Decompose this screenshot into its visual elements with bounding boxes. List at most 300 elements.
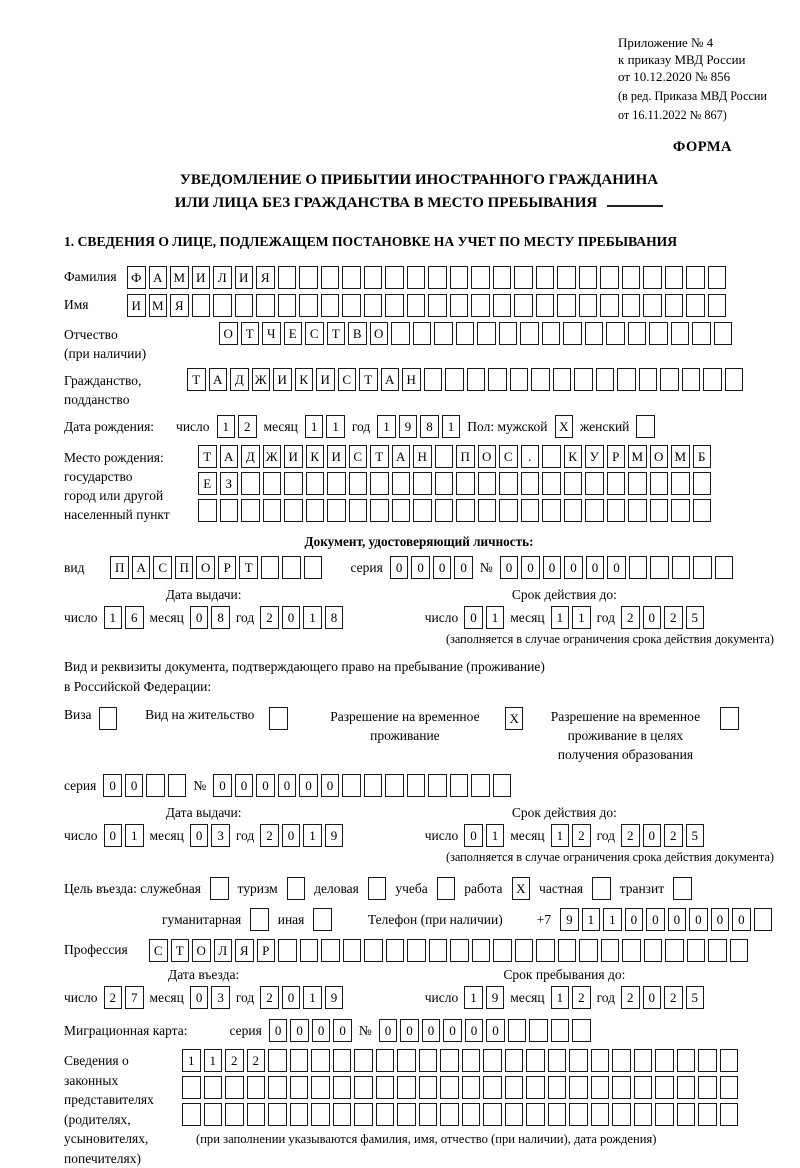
char-cell[interactable] [671,472,690,495]
char-cell[interactable]: 2 [225,1049,244,1072]
char-cell[interactable] [655,1103,674,1126]
char-cell[interactable] [385,266,404,289]
char-cell[interactable] [304,556,323,579]
char-cell[interactable] [477,322,496,345]
char-cell[interactable] [321,266,340,289]
char-cell[interactable]: 1 [104,606,123,629]
char-cell[interactable]: 7 [125,986,144,1009]
char-cell[interactable] [569,1049,588,1072]
char-cell[interactable]: 2 [238,415,257,438]
char-cell[interactable] [407,939,426,962]
char-cell[interactable]: А [392,445,411,468]
char-cell[interactable] [665,294,684,317]
char-cell[interactable]: Т [327,322,346,345]
char-cell[interactable]: Ж [252,368,271,391]
char-cell[interactable] [284,472,303,495]
char-cell[interactable] [483,1076,502,1099]
char-cell[interactable] [397,1049,416,1072]
char-cell[interactable] [639,368,658,391]
char-cell[interactable] [397,1103,416,1126]
char-cell[interactable]: Я [170,294,189,317]
char-cell[interactable] [391,322,410,345]
char-cell[interactable] [493,774,512,797]
char-cell[interactable] [542,322,561,345]
char-cell[interactable]: 5 [686,986,705,1009]
char-cell[interactable]: П [456,445,475,468]
char-cell[interactable] [628,499,647,522]
char-cell[interactable] [385,294,404,317]
char-cell[interactable] [677,1049,696,1072]
char-cell[interactable]: 1 [377,415,396,438]
char-cell[interactable] [521,472,540,495]
char-cell[interactable]: И [235,266,254,289]
char-cell[interactable] [278,294,297,317]
char-cell[interactable]: О [650,445,669,468]
char-cell[interactable] [720,1103,739,1126]
char-cell[interactable] [213,294,232,317]
char-cell[interactable]: 0 [390,556,409,579]
char-cell[interactable] [445,368,464,391]
char-cell[interactable] [376,1076,395,1099]
char-cell[interactable]: 1 [182,1049,201,1072]
sex-female-checkbox[interactable] [636,415,655,438]
char-cell[interactable] [450,939,469,962]
char-cell[interactable]: 0 [543,556,562,579]
char-cell[interactable] [419,1103,438,1126]
char-cell[interactable] [600,294,619,317]
char-cell[interactable] [225,1103,244,1126]
char-cell[interactable]: Т [241,322,260,345]
char-cell[interactable] [526,1103,545,1126]
char-cell[interactable]: С [349,445,368,468]
purpose-humanitarian-checkbox[interactable] [250,908,269,931]
char-cell[interactable] [564,472,583,495]
char-cell[interactable] [299,266,318,289]
char-cell[interactable]: Т [359,368,378,391]
char-cell[interactable] [434,322,453,345]
char-cell[interactable] [440,1076,459,1099]
char-cell[interactable]: Я [235,939,254,962]
char-cell[interactable]: И [316,368,335,391]
char-cell[interactable] [392,499,411,522]
char-cell[interactable] [730,939,749,962]
char-cell[interactable]: З [220,472,239,495]
purpose-study-checkbox[interactable] [437,877,456,900]
char-cell[interactable] [413,322,432,345]
char-cell[interactable]: А [149,266,168,289]
char-cell[interactable] [311,1076,330,1099]
char-cell[interactable] [471,774,490,797]
char-cell[interactable] [488,368,507,391]
char-cell[interactable] [419,1049,438,1072]
char-cell[interactable] [456,499,475,522]
char-cell[interactable]: 1 [551,606,570,629]
char-cell[interactable]: К [306,445,325,468]
char-cell[interactable]: 0 [464,824,483,847]
char-cell[interactable] [715,556,734,579]
char-cell[interactable]: С [338,368,357,391]
char-cell[interactable] [499,499,518,522]
char-cell[interactable] [386,939,405,962]
char-cell[interactable]: 2 [260,824,279,847]
char-cell[interactable]: 2 [572,986,591,1009]
char-cell[interactable] [607,472,626,495]
char-cell[interactable]: Б [693,445,712,468]
char-cell[interactable] [660,368,679,391]
char-cell[interactable]: 2 [572,824,591,847]
char-cell[interactable]: 0 [278,774,297,797]
char-cell[interactable] [693,556,712,579]
char-cell[interactable]: Д [230,368,249,391]
char-cell[interactable] [585,472,604,495]
char-cell[interactable]: 0 [125,774,144,797]
char-cell[interactable] [514,294,533,317]
char-cell[interactable]: 0 [607,556,626,579]
char-cell[interactable] [306,499,325,522]
char-cell[interactable] [720,1076,739,1099]
char-cell[interactable] [462,1103,481,1126]
char-cell[interactable]: О [196,556,215,579]
char-cell[interactable] [677,1103,696,1126]
char-cell[interactable] [333,1103,352,1126]
purpose-other-checkbox[interactable] [313,908,332,931]
char-cell[interactable] [536,294,555,317]
char-cell[interactable]: В [348,322,367,345]
char-cell[interactable] [472,939,491,962]
char-cell[interactable] [435,445,454,468]
char-cell[interactable] [692,322,711,345]
sex-male-checkbox[interactable]: X [555,415,574,438]
char-cell[interactable]: 0 [103,774,122,797]
char-cell[interactable]: 2 [621,986,640,1009]
char-cell[interactable] [649,322,668,345]
char-cell[interactable] [531,368,550,391]
char-cell[interactable]: С [149,939,168,962]
char-cell[interactable] [708,266,727,289]
char-cell[interactable]: 2 [664,606,683,629]
char-cell[interactable] [349,499,368,522]
char-cell[interactable] [708,294,727,317]
char-cell[interactable]: 2 [260,986,279,1009]
char-cell[interactable]: 2 [621,606,640,629]
char-cell[interactable] [299,294,318,317]
char-cell[interactable]: 5 [686,606,705,629]
char-cell[interactable] [600,266,619,289]
char-cell[interactable] [686,294,705,317]
char-cell[interactable] [634,1049,653,1072]
char-cell[interactable]: М [628,445,647,468]
char-cell[interactable]: 0 [333,1019,352,1042]
char-cell[interactable]: 0 [299,774,318,797]
char-cell[interactable] [521,499,540,522]
char-cell[interactable]: О [478,445,497,468]
char-cell[interactable] [343,939,362,962]
char-cell[interactable] [655,1049,674,1072]
char-cell[interactable]: 0 [422,1019,441,1042]
char-cell[interactable] [725,368,744,391]
char-cell[interactable]: Т [187,368,206,391]
char-cell[interactable]: И [327,445,346,468]
char-cell[interactable] [542,445,561,468]
char-cell[interactable] [263,472,282,495]
char-cell[interactable]: 0 [321,774,340,797]
char-cell[interactable] [585,499,604,522]
visa-checkbox[interactable] [99,707,118,730]
char-cell[interactable] [693,472,712,495]
purpose-work-checkbox[interactable]: X [512,877,531,900]
char-cell[interactable] [440,1103,459,1126]
char-cell[interactable] [428,774,447,797]
char-cell[interactable]: 0 [689,908,708,931]
char-cell[interactable] [634,1103,653,1126]
char-cell[interactable]: 1 [551,824,570,847]
char-cell[interactable] [514,266,533,289]
char-cell[interactable] [698,1049,717,1072]
char-cell[interactable] [407,774,426,797]
char-cell[interactable] [557,266,576,289]
char-cell[interactable] [617,368,636,391]
char-cell[interactable]: 0 [269,1019,288,1042]
char-cell[interactable] [456,472,475,495]
char-cell[interactable] [333,1076,352,1099]
char-cell[interactable]: О [219,322,238,345]
char-cell[interactable] [321,939,340,962]
char-cell[interactable]: А [220,445,239,468]
char-cell[interactable]: 8 [211,606,230,629]
char-cell[interactable]: 1 [303,606,322,629]
char-cell[interactable] [579,939,598,962]
char-cell[interactable] [241,499,260,522]
char-cell[interactable] [311,1049,330,1072]
char-cell[interactable] [268,1076,287,1099]
char-cell[interactable]: 0 [643,606,662,629]
char-cell[interactable] [493,294,512,317]
char-cell[interactable]: 1 [303,986,322,1009]
char-cell[interactable]: 0 [411,556,430,579]
char-cell[interactable] [687,939,706,962]
char-cell[interactable]: 3 [211,986,230,1009]
char-cell[interactable]: . [521,445,540,468]
char-cell[interactable]: 0 [256,774,275,797]
char-cell[interactable] [376,1103,395,1126]
char-cell[interactable]: М [149,294,168,317]
purpose-private-checkbox[interactable] [592,877,611,900]
char-cell[interactable]: 0 [711,908,730,931]
char-cell[interactable]: А [209,368,228,391]
char-cell[interactable]: 0 [190,986,209,1009]
char-cell[interactable] [493,266,512,289]
char-cell[interactable] [622,266,641,289]
char-cell[interactable] [579,294,598,317]
char-cell[interactable] [650,499,669,522]
char-cell[interactable]: Е [198,472,217,495]
char-cell[interactable]: 1 [204,1049,223,1072]
char-cell[interactable] [563,322,582,345]
char-cell[interactable] [542,472,561,495]
char-cell[interactable] [671,322,690,345]
char-cell[interactable] [354,1076,373,1099]
char-cell[interactable] [278,939,297,962]
char-cell[interactable]: 0 [454,556,473,579]
char-cell[interactable] [370,499,389,522]
char-cell[interactable]: 0 [521,556,540,579]
char-cell[interactable] [198,499,217,522]
char-cell[interactable]: И [127,294,146,317]
char-cell[interactable] [419,1076,438,1099]
char-cell[interactable] [650,556,669,579]
char-cell[interactable]: Я [256,266,275,289]
purpose-tourism-checkbox[interactable] [287,877,306,900]
char-cell[interactable]: 1 [464,986,483,1009]
char-cell[interactable] [471,266,490,289]
char-cell[interactable]: 1 [125,824,144,847]
char-cell[interactable]: 1 [303,824,322,847]
char-cell[interactable] [612,1076,631,1099]
char-cell[interactable] [557,294,576,317]
char-cell[interactable] [407,266,426,289]
char-cell[interactable] [290,1049,309,1072]
char-cell[interactable] [579,266,598,289]
char-cell[interactable] [290,1103,309,1126]
char-cell[interactable] [428,266,447,289]
char-cell[interactable]: 0 [586,556,605,579]
char-cell[interactable] [505,1049,524,1072]
char-cell[interactable] [591,1076,610,1099]
char-cell[interactable]: 1 [442,415,461,438]
char-cell[interactable]: 2 [664,824,683,847]
char-cell[interactable]: 0 [190,824,209,847]
char-cell[interactable] [467,368,486,391]
char-cell[interactable] [424,368,443,391]
char-cell[interactable]: П [110,556,129,579]
char-cell[interactable]: 9 [560,908,579,931]
char-cell[interactable] [714,322,733,345]
char-cell[interactable]: 2 [247,1049,266,1072]
char-cell[interactable] [462,1076,481,1099]
char-cell[interactable] [591,1049,610,1072]
char-cell[interactable] [606,322,625,345]
char-cell[interactable]: 0 [282,824,301,847]
char-cell[interactable] [483,1049,502,1072]
char-cell[interactable]: 0 [500,556,519,579]
char-cell[interactable]: Т [198,445,217,468]
char-cell[interactable] [440,1049,459,1072]
char-cell[interactable]: 0 [646,908,665,931]
char-cell[interactable] [505,1103,524,1126]
char-cell[interactable] [612,1103,631,1126]
purpose-delovaya-checkbox[interactable] [368,877,387,900]
char-cell[interactable] [168,774,187,797]
char-cell[interactable] [429,939,448,962]
char-cell[interactable] [548,1076,567,1099]
char-cell[interactable]: И [284,445,303,468]
char-cell[interactable] [413,499,432,522]
char-cell[interactable]: О [192,939,211,962]
char-cell[interactable] [526,1049,545,1072]
char-cell[interactable]: М [170,266,189,289]
char-cell[interactable] [192,294,211,317]
char-cell[interactable]: М [671,445,690,468]
char-cell[interactable]: 0 [443,1019,462,1042]
char-cell[interactable] [672,556,691,579]
char-cell[interactable] [628,322,647,345]
char-cell[interactable] [493,939,512,962]
char-cell[interactable]: 0 [379,1019,398,1042]
char-cell[interactable] [558,939,577,962]
char-cell[interactable] [698,1076,717,1099]
char-cell[interactable] [520,322,539,345]
char-cell[interactable] [553,368,572,391]
char-cell[interactable] [321,294,340,317]
char-cell[interactable] [572,1019,591,1042]
char-cell[interactable] [327,499,346,522]
char-cell[interactable] [327,472,346,495]
char-cell[interactable]: 6 [125,606,144,629]
char-cell[interactable] [397,1076,416,1099]
char-cell[interactable] [628,472,647,495]
char-cell[interactable]: 2 [260,606,279,629]
char-cell[interactable] [300,939,319,962]
char-cell[interactable]: 1 [305,415,324,438]
char-cell[interactable]: Н [413,445,432,468]
char-cell[interactable] [601,939,620,962]
char-cell[interactable] [499,472,518,495]
char-cell[interactable] [508,1019,527,1042]
char-cell[interactable]: У [585,445,604,468]
char-cell[interactable] [510,368,529,391]
char-cell[interactable] [665,266,684,289]
char-cell[interactable] [462,1049,481,1072]
char-cell[interactable] [282,556,301,579]
char-cell[interactable] [515,939,534,962]
char-cell[interactable] [574,368,593,391]
char-cell[interactable] [261,556,280,579]
char-cell[interactable] [542,499,561,522]
char-cell[interactable]: Л [214,939,233,962]
char-cell[interactable] [263,499,282,522]
char-cell[interactable]: Т [370,445,389,468]
temp-residence-checkbox[interactable]: X [505,707,524,730]
char-cell[interactable] [376,1049,395,1072]
char-cell[interactable] [413,472,432,495]
char-cell[interactable] [677,1076,696,1099]
char-cell[interactable]: 0 [625,908,644,931]
purpose-transit-checkbox[interactable] [673,877,692,900]
char-cell[interactable] [247,1103,266,1126]
char-cell[interactable]: 2 [621,824,640,847]
char-cell[interactable]: 0 [464,606,483,629]
char-cell[interactable] [342,774,361,797]
char-cell[interactable]: 1 [582,908,601,931]
char-cell[interactable] [241,472,260,495]
char-cell[interactable]: 8 [325,606,344,629]
char-cell[interactable] [220,499,239,522]
char-cell[interactable]: 0 [282,986,301,1009]
char-cell[interactable] [564,499,583,522]
residence-permit-checkbox[interactable] [269,707,288,730]
char-cell[interactable]: О [370,322,389,345]
char-cell[interactable] [682,368,701,391]
char-cell[interactable]: Д [241,445,260,468]
char-cell[interactable]: И [192,266,211,289]
char-cell[interactable] [529,1019,548,1042]
char-cell[interactable] [364,266,383,289]
char-cell[interactable] [585,322,604,345]
char-cell[interactable] [591,1103,610,1126]
char-cell[interactable] [686,266,705,289]
char-cell[interactable]: 1 [486,606,505,629]
char-cell[interactable] [607,499,626,522]
